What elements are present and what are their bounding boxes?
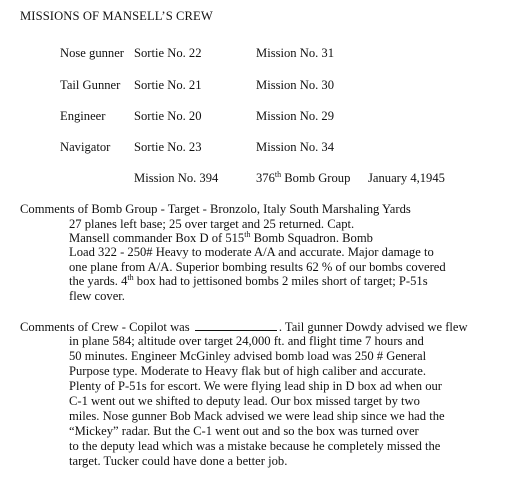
summary-bomb-group [256, 172, 350, 185]
comment-line [69, 232, 373, 245]
comment-line: Load 322 - 250# Heavy to moderate A/A and accurate. Major damage to [69, 245, 434, 259]
crew-role: Tail Gunner [60, 78, 121, 92]
crew-role: Nose gunner [60, 46, 125, 60]
ordinal-suffix: th [244, 230, 251, 239]
comment-line: Plenty of P-51s for escort. We were flying lead ship in D box ad when our [69, 379, 442, 393]
group-ordinal: th [274, 170, 282, 179]
copilot-blank [195, 320, 277, 331]
crew-mission: Mission No. 30 [256, 78, 335, 92]
document-title: MISSIONS OF MANSELL’S CREW [20, 9, 213, 23]
crew-role: Navigator [60, 140, 111, 154]
line-text: Comments of Crew - Copilot was [20, 320, 190, 334]
comment-line: Comments of Bomb Group - Target - Bronzolo, Italy South Marshaling Yards [20, 202, 411, 216]
crew-mission: Mission No. 34 [256, 140, 335, 154]
comment-line: one plane from A/A. Superior bombing results 62 % of our bombs covered [69, 260, 446, 274]
comment-line: “Mickey” radar. But the C-1 went out and so the box was turned over [69, 424, 419, 438]
comment-line [20, 320, 468, 334]
comment-line: Purpose type. Moderate to Heavy flak but of high caliber and accurate. [69, 364, 427, 378]
line-text: . Tail gunner Dowdy advised we flew [278, 320, 468, 334]
comment-line: miles. Nose gunner Bob Mack advised we were lead ship since we had the [69, 409, 445, 423]
comment-line [69, 275, 428, 288]
comment-line: target. Tucker could have done a better job. [69, 454, 288, 468]
crew-sortie: Sortie No. 21 [134, 78, 202, 92]
comment-line: flew cover. [69, 289, 125, 303]
crew-role: Engineer [60, 109, 106, 123]
crew-sortie: Sortie No. 22 [134, 46, 202, 60]
summary-mission: Mission No. 394 [134, 171, 219, 185]
line-text: the yards. 4 [69, 274, 128, 288]
faint-marking [440, 132, 443, 142]
line-text: box had to jettisoned bombs 2 miles short of target; P-51s [133, 274, 428, 288]
crew-sortie: Sortie No. 23 [134, 140, 202, 154]
crew-mission: Mission No. 29 [256, 109, 335, 123]
comment-line: 50 minutes. Engineer McGinley advised bomb load was 250 # General [69, 349, 427, 363]
summary-date: January 4,1945 [368, 171, 445, 185]
ordinal-suffix: th [127, 273, 134, 282]
comment-line: in plane 584; altitude over target 24,000 ft. and flight time 7 hours and [69, 334, 424, 348]
group-number: 376 [256, 171, 275, 185]
comment-line: to the deputy lead which was a mistake because he completely missed the [69, 439, 441, 453]
comment-line: 27 planes left base; 25 over target and 25 returned. Capt. [69, 217, 355, 231]
line-text: Bomb Squadron. Bomb [250, 231, 373, 245]
crew-sortie: Sortie No. 20 [134, 109, 202, 123]
line-text: Mansell commander Box D of 515 [69, 231, 245, 245]
comment-line: C-1 went out we shifted to deputy lead. Our box missed target by two [69, 394, 420, 408]
crew-mission: Mission No. 31 [256, 46, 335, 60]
group-label: Bomb Group [281, 171, 351, 185]
